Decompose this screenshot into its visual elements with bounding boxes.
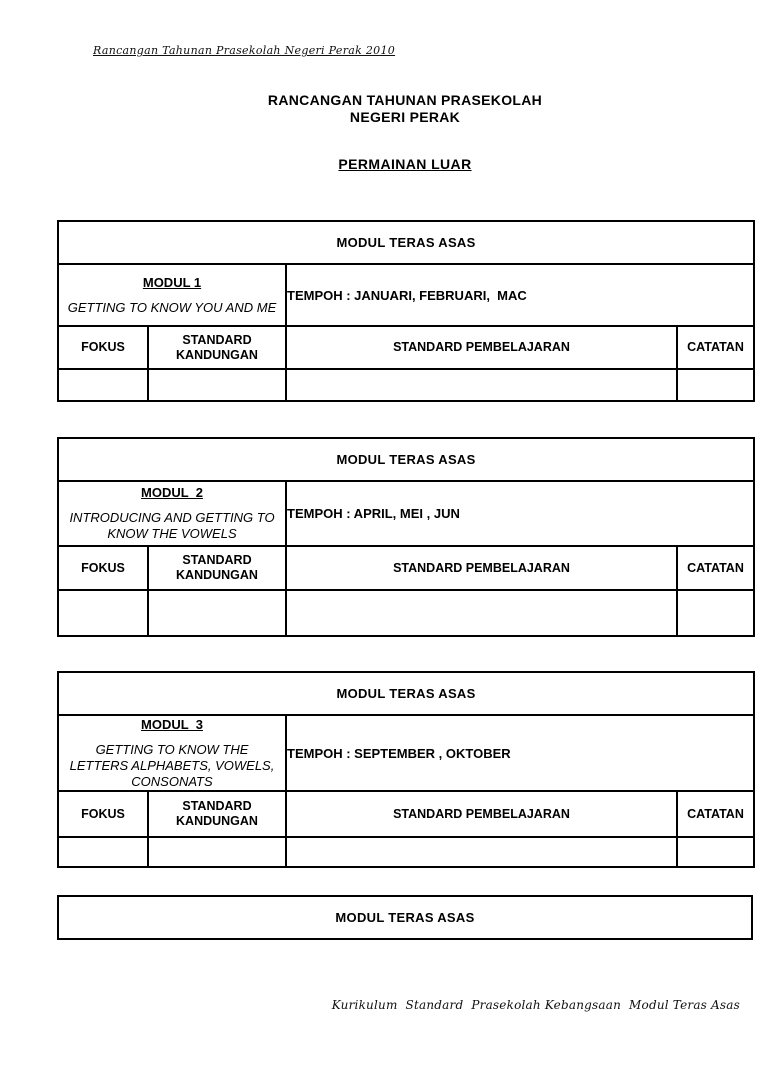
- title-block: [57, 92, 753, 126]
- empty-cell: [286, 590, 677, 636]
- module-subtitle: GETTING TO KNOW YOU AND ME: [67, 299, 277, 315]
- empty-cell: [286, 369, 677, 401]
- table-banner: MODUL TERAS ASAS: [58, 438, 754, 481]
- module-cell: [58, 264, 286, 326]
- table-banner: MODUL TERAS ASAS: [58, 896, 752, 939]
- empty-cell: [148, 590, 286, 636]
- column-header-standard-pembelajaran: STANDARD PEMBELAJARAN: [286, 326, 677, 369]
- tempoh-cell: TEMPOH : JANUARI, FEBRUARI, MAC: [286, 264, 754, 326]
- module-cell: [58, 715, 286, 791]
- column-header-fokus: FOKUS: [58, 326, 148, 369]
- document-subtitle: PERMAINAN LUAR: [338, 156, 472, 172]
- module-subtitle: INTRODUCING AND GETTING TO KNOW THE VOWELS: [69, 510, 275, 541]
- empty-cell: [58, 837, 148, 867]
- module-title: MODUL 1: [142, 274, 202, 290]
- module-cell: [58, 481, 286, 546]
- empty-cell: [677, 590, 754, 636]
- column-header-catatan: CATATAN: [677, 546, 754, 590]
- column-header-standard-kandungan: STANDARD KANDUNGAN: [148, 546, 286, 590]
- document-title-line2: NEGERI PERAK: [349, 109, 461, 125]
- module-table-1: [57, 220, 755, 402]
- table-banner: MODUL TERAS ASAS: [58, 221, 754, 264]
- document-title-line1: RANCANGAN TAHUNAN PRASEKOLAH: [267, 92, 543, 108]
- column-header-catatan: CATATAN: [677, 326, 754, 369]
- column-header-fokus: FOKUS: [58, 791, 148, 837]
- module-table-2: [57, 437, 755, 637]
- empty-cell: [148, 837, 286, 867]
- module-table-3: [57, 671, 755, 868]
- table-banner: MODUL TERAS ASAS: [58, 672, 754, 715]
- column-header-standard-kandungan: STANDARD KANDUNGAN: [148, 791, 286, 837]
- module-title: MODUL 3: [141, 716, 203, 732]
- tempoh-cell: TEMPOH : SEPTEMBER , OKTOBER: [286, 715, 754, 791]
- empty-cell: [58, 590, 148, 636]
- closing-banner-table: [57, 895, 753, 940]
- empty-cell: [677, 369, 754, 401]
- empty-cell: [148, 369, 286, 401]
- column-header-standard-pembelajaran: STANDARD PEMBELAJARAN: [286, 546, 677, 590]
- header-note: Rancangan Tahunan Prasekolah Negeri Perak 2010: [93, 44, 396, 57]
- column-header-fokus: FOKUS: [58, 546, 148, 590]
- empty-cell: [286, 837, 677, 867]
- module-title: MODUL 2: [141, 485, 203, 500]
- module-subtitle: GETTING TO KNOW THE LETTERS ALPHABETS, VOWELS, CONSONATS: [69, 741, 275, 789]
- column-header-standard-kandungan: STANDARD KANDUNGAN: [148, 326, 286, 369]
- column-header-catatan: CATATAN: [677, 791, 754, 837]
- tempoh-cell: TEMPOH : APRIL, MEI , JUN: [286, 481, 754, 546]
- footer-note: Kurikulum Standard Prasekolah Kebangsaan Modul Teras Asas: [331, 998, 740, 1012]
- column-header-standard-pembelajaran: STANDARD PEMBELAJARAN: [286, 791, 677, 837]
- empty-cell: [58, 369, 148, 401]
- empty-cell: [677, 837, 754, 867]
